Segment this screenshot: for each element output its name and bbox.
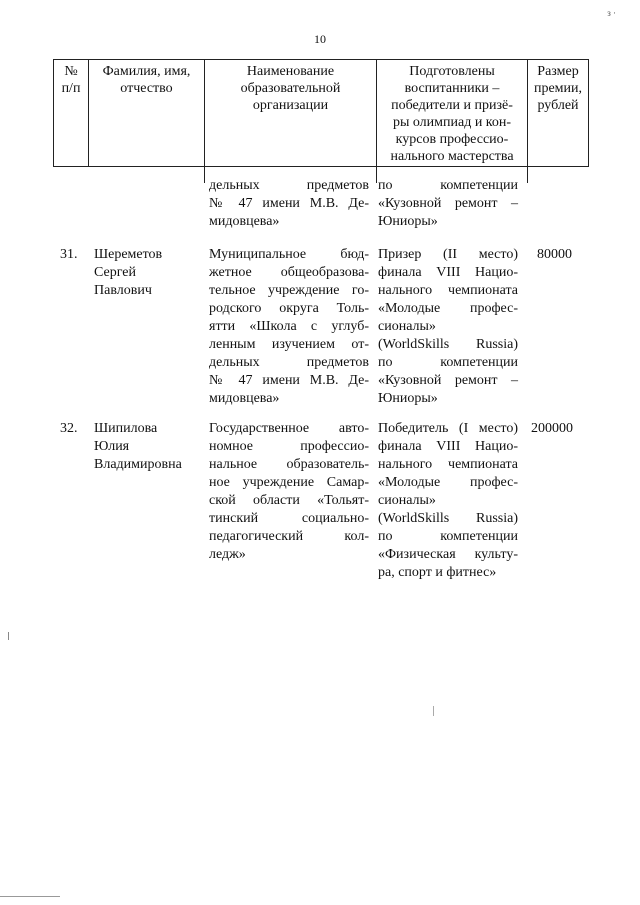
corner-marks: з · [607, 8, 616, 18]
row-number: 32. [60, 421, 78, 436]
header-num: № п/п [54, 60, 89, 167]
column-divider [376, 166, 377, 183]
header-name: Фамилия, имя, отчество [89, 60, 205, 167]
continuation-organization: дельных предметов № 47 имени М.В. Де- мидовцева» [209, 178, 369, 229]
row-name: Шипилова Юлия Владимировна [94, 421, 182, 472]
table-header [53, 59, 589, 167]
row-prize: 200000 [531, 421, 573, 436]
row-organization: Муниципальное бюд- жетное общеобразова- тельное учреждение го- родского округа Толь- ятти «Школа с углуб- ленным изучением от- дельных предметов № 47 имени М.В. Де- мидовцева» [209, 247, 369, 406]
header-prepared: Подготовлены воспитанники – победители и призё- ры олимпиад и кон- курсов профессио- нального мастерства [377, 60, 528, 167]
row-prepared: Призер (II место) финала VIII Нацио- нального чемпионата «Молодые профес- сионалы» (WorldSkills Russia) по компетенции «Кузовной ремонт – Юниоры» [378, 247, 518, 406]
row-prize: 80000 [537, 247, 572, 262]
continuation-prepared: по компетенции «Кузовной ремонт – Юниоры» [378, 178, 518, 229]
row-number: 31. [60, 247, 78, 262]
scan-artifact [433, 706, 434, 716]
column-divider [204, 166, 205, 183]
header-organization: Наименование образовательной организации [205, 60, 377, 167]
row-name: Шереметов Сергей Павлович [94, 247, 163, 298]
scan-artifact [8, 632, 9, 640]
scan-artifact [0, 896, 60, 897]
column-divider [527, 166, 528, 183]
row-prepared: Победитель (I место) финала VIII Нацио- нального чемпионата «Молодые профес- сионалы» (WorldSkills Russia) по компетенции «Физическая культу- ра, спорт и фитнес» [378, 421, 518, 580]
page-number: 10 [314, 32, 326, 46]
row-organization: Государственное авто- номное профессио- нальное образователь- ное учреждение Самар- ской области «Тольят- тинский социально- педагогический кол- ледж» [209, 421, 369, 562]
header-prize: Размер премии, рублей [528, 60, 589, 167]
